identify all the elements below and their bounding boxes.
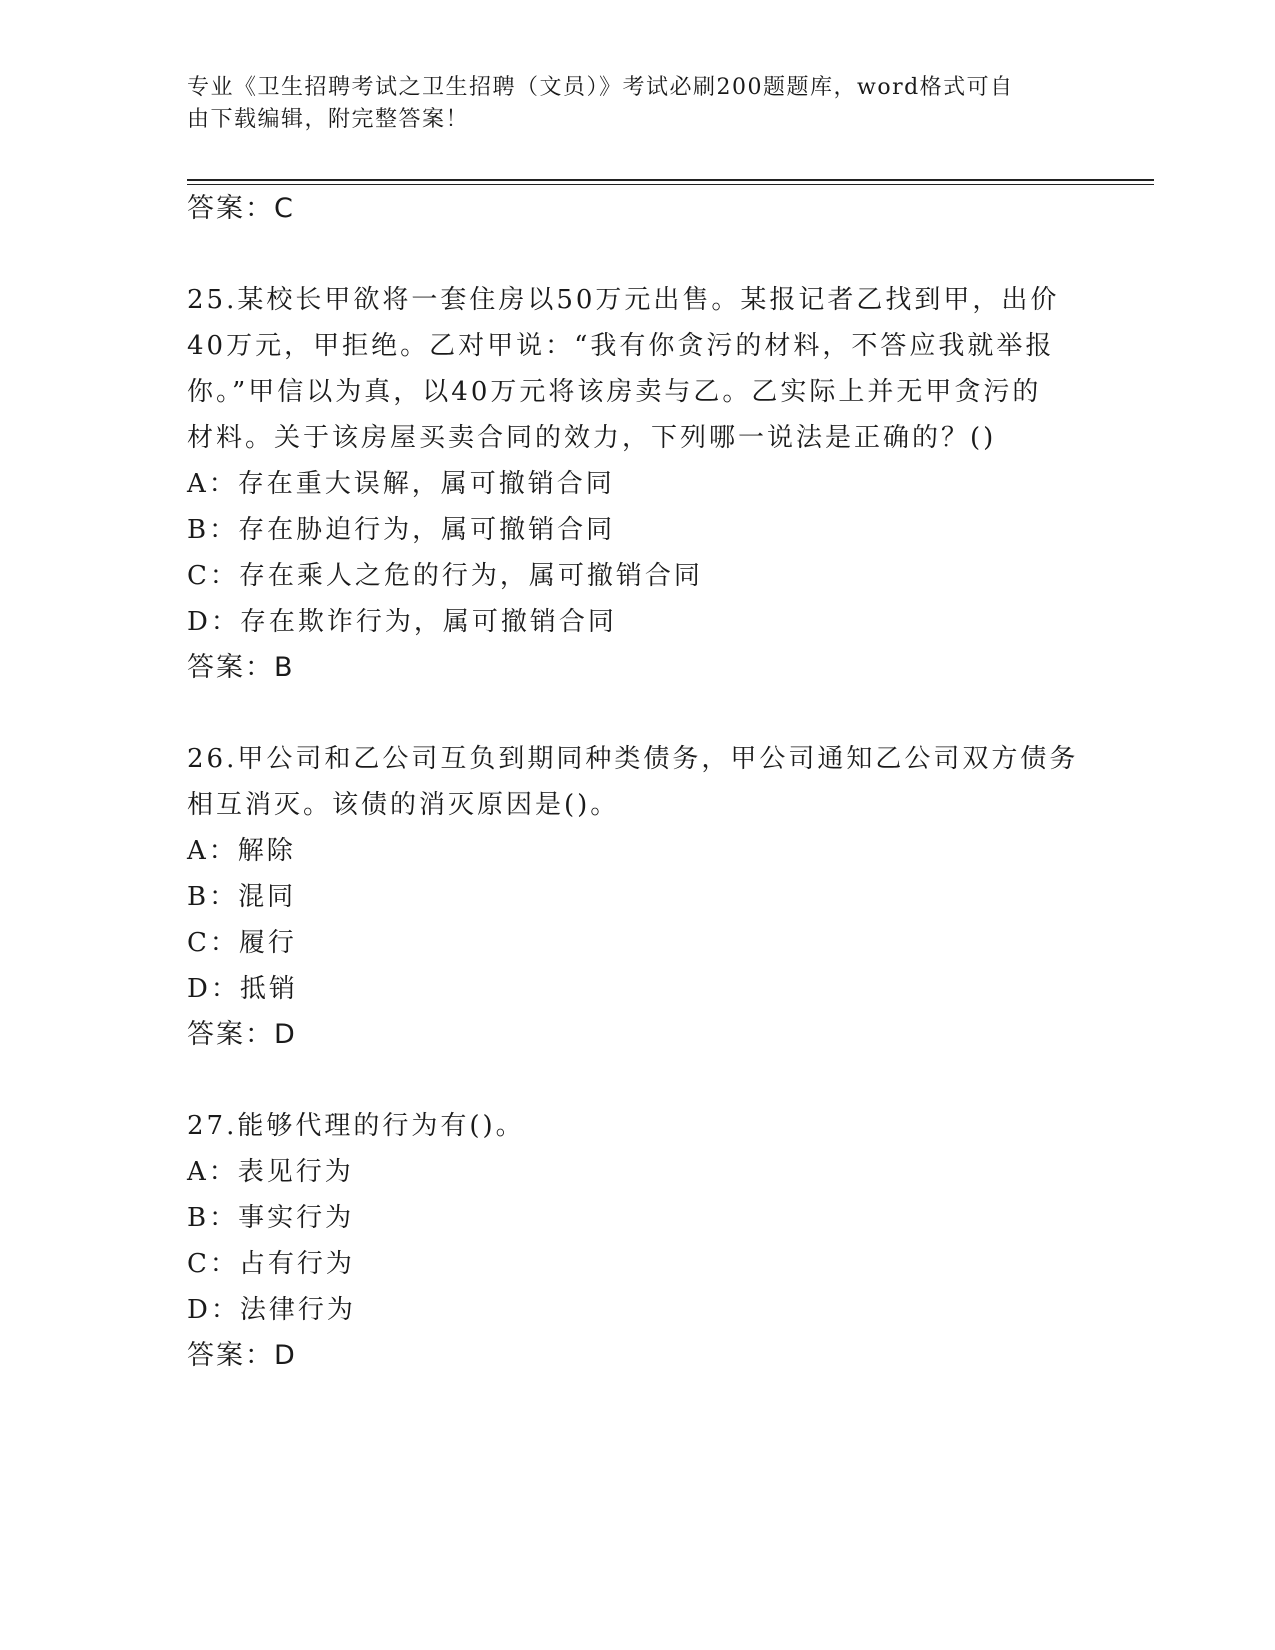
answer-line: 答案：D — [187, 1340, 297, 1371]
option-d: D：抵销 — [187, 974, 298, 1004]
option-b: B：事实行为 — [187, 1203, 355, 1233]
option-d: D：存在欺诈行为，属可撤销合同 — [187, 607, 617, 637]
header-divider — [187, 179, 1154, 181]
option-a: A：表见行为 — [187, 1157, 354, 1187]
header-divider-thin — [187, 184, 1154, 185]
question-text-line: 25.某校长甲欲将一套住房以50万元出售。某报记者乙找到甲，出价 — [187, 285, 1060, 315]
question-text-line: 26.甲公司和乙公司互负到期同种类债务，甲公司通知乙公司双方债务 — [187, 744, 1079, 774]
option-b: B：存在胁迫行为，属可撤销合同 — [187, 515, 616, 545]
question-block — [187, 736, 1087, 1058]
document-body — [187, 186, 1087, 1379]
spacer — [187, 232, 1087, 277]
question-text-line: 40万元，甲拒绝。乙对甲说：“我有你贪污的材料，不答应我就举报 — [187, 331, 1055, 361]
question-text-line: 相互消灭。该债的消灭原因是()。 — [187, 790, 620, 820]
option-c: C：占有行为 — [187, 1249, 355, 1279]
question-block — [187, 1103, 1087, 1379]
document-header — [187, 72, 1067, 136]
header-line-1: 专业《卫生招聘考试之卫生招聘（文员）》考试必刷200题题库，word格式可自 — [187, 75, 1014, 100]
answer-line: 答案：D — [187, 1019, 297, 1050]
question-text-line: 材料。关于该房屋买卖合同的效力，下列哪一说法是正确的？() — [187, 423, 997, 453]
option-d: D：法律行为 — [187, 1295, 356, 1325]
question-text-line: 27.能够代理的行为有()。 — [187, 1111, 525, 1141]
spacer — [187, 691, 1087, 736]
question-block — [187, 277, 1087, 691]
option-c: C：履行 — [187, 928, 297, 958]
option-b: B：混同 — [187, 882, 297, 912]
previous-answer: 答案：C — [187, 193, 295, 224]
question-text-line: 你。”甲信以为真，以40万元将该房卖与乙。乙实际上并无甲贪污的 — [187, 377, 1042, 407]
spacer — [187, 1058, 1087, 1103]
option-c: C：存在乘人之危的行为，属可撤销合同 — [187, 561, 703, 591]
header-line-2: 由下载编辑，附完整答案！ — [187, 107, 470, 132]
option-a: A：存在重大误解，属可撤销合同 — [187, 469, 615, 499]
answer-line: 答案：B — [187, 652, 295, 683]
option-a: A：解除 — [187, 836, 296, 866]
